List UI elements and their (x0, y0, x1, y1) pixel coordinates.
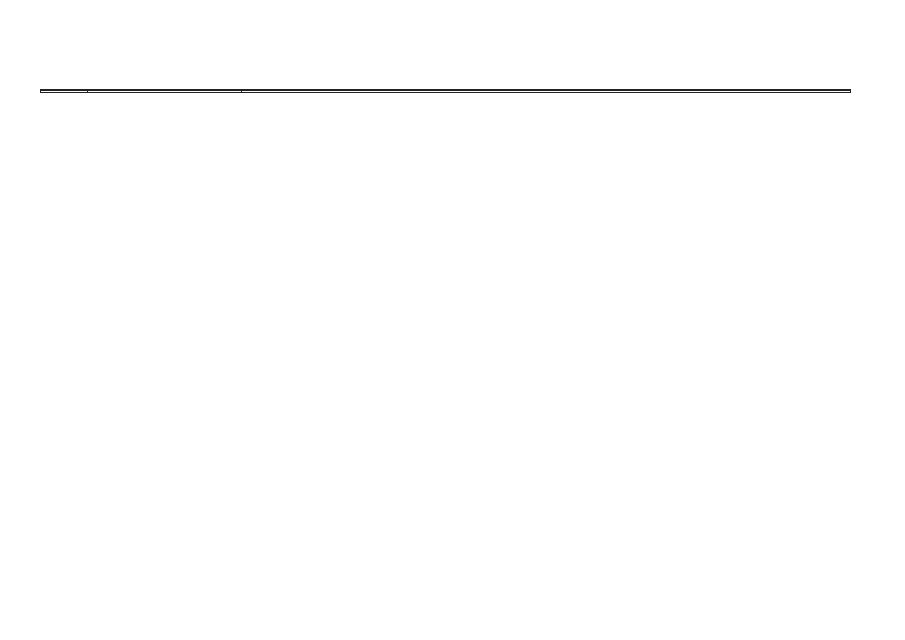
row-number (41, 91, 88, 93)
content-cell (242, 91, 851, 93)
tariff-table (40, 89, 851, 93)
details-block (242, 91, 850, 92)
table-row (41, 91, 851, 93)
municipality-name (88, 91, 242, 93)
